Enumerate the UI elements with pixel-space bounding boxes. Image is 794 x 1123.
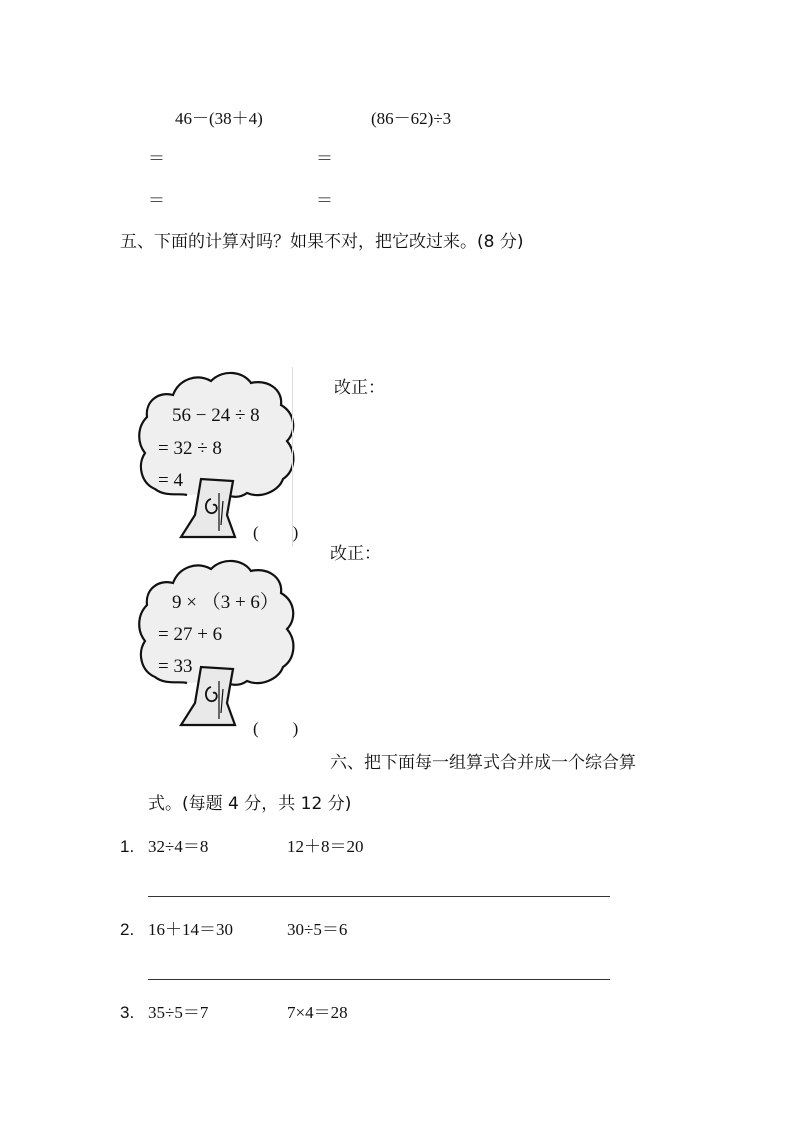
equals-sign: ＝	[316, 149, 333, 168]
tree2-line1: 9 × （3 + 6）	[172, 592, 279, 613]
item-number: 2.	[120, 920, 135, 939]
tree2-line2: = 27 + 6	[158, 624, 223, 645]
answer-paren[interactable]: ( )	[253, 523, 299, 542]
item-number: 1.	[120, 837, 135, 856]
answer-line[interactable]	[148, 979, 610, 980]
section-6-title-cont: 式。(每题 4 分，共 12 分)	[148, 794, 352, 814]
item-number: 3.	[120, 1003, 135, 1022]
expression-right: (86－62)÷3	[371, 109, 452, 128]
equation-a: 35÷5＝7	[148, 1003, 209, 1022]
equation-b: 7×4＝28	[287, 1003, 348, 1022]
equals-sign: ＝	[316, 191, 333, 210]
equals-sign: ＝	[148, 149, 165, 168]
section-5-title: 五、下面的计算对吗？如果不对，把它改过来。(8 分)	[120, 232, 524, 252]
equation-b: 12＋8＝20	[287, 837, 364, 856]
expression-left: 46－(38＋4)	[175, 109, 263, 128]
divider	[292, 367, 293, 547]
equals-sign: ＝	[148, 191, 165, 210]
equation-a: 16＋14＝30	[148, 920, 233, 939]
tree2-line3: = 33	[158, 656, 193, 677]
answer-paren[interactable]: ( )	[253, 719, 299, 738]
tree1-line3: = 4	[158, 470, 183, 491]
section-6-title: 六、把下面每一组算式合并成一个综合算	[330, 753, 636, 773]
tree1-line1: 56 − 24 ÷ 8	[172, 405, 260, 426]
equation-a: 32÷4＝8	[148, 837, 209, 856]
correction-label: 改正：	[334, 378, 385, 398]
correction-label: 改正：	[330, 544, 381, 564]
tree1-line2: = 32 ÷ 8	[158, 438, 222, 459]
answer-line[interactable]	[148, 896, 610, 897]
equation-b: 30÷5＝6	[287, 920, 348, 939]
